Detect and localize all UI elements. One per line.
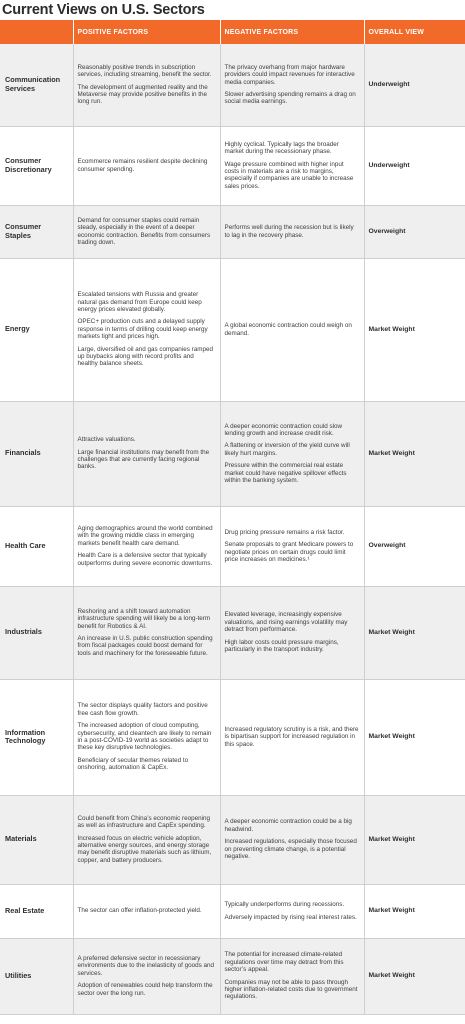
positive-factors-cell — [73, 44, 220, 126]
negative-factor-text: The privacy overhang from major hardware providers could impact revenues for interactive media companies. — [224, 63, 355, 86]
table-row — [0, 258, 465, 401]
negative-factor-text: The potential for increased climate-related regulations over time may detract from this sector’s appeal. — [224, 951, 344, 974]
negative-factor-text: Pressure within the commercial real estate market could have negative spillover effects within the banking system. — [224, 462, 347, 485]
positive-factor-text: Adoption of renewables could help transform the sector over the long run. — [77, 982, 213, 997]
negative-factor-text: A deeper economic contraction could be a big headwind. — [224, 818, 352, 833]
negative-factors-cell — [220, 205, 364, 258]
positive-factors-cell — [73, 401, 220, 506]
negative-factor-text: Elevated leverage, increasingly expensive valuations, and rising earnings volatility may detract from performance. — [224, 611, 348, 634]
header-overall-view: OVERALL VIEW — [364, 20, 465, 44]
overall-view: Market Weight — [364, 679, 465, 795]
positive-factor-text: Aging demographics around the world combined with the growing middle class in emerging markets benefit health care demand. — [77, 524, 213, 547]
positive-factors-cell — [73, 205, 220, 258]
table-row — [0, 506, 465, 586]
table-row — [0, 126, 465, 205]
positive-factors-cell — [73, 506, 220, 586]
positive-factors-cell — [73, 884, 220, 938]
sector-name: Health Care — [0, 506, 73, 586]
table-row — [0, 44, 465, 126]
positive-factor-text: Health Care is a defensive sector that typically outperforms during severe economic downturns. — [77, 552, 213, 567]
sector-name: Utilities — [0, 938, 73, 1014]
negative-factors-cell — [220, 938, 364, 1014]
negative-factor-text: A global economic contraction could weigh on demand. — [224, 322, 352, 337]
overall-view: Market Weight — [364, 795, 465, 884]
table-row — [0, 884, 465, 938]
overall-view: Market Weight — [364, 884, 465, 938]
table-row — [0, 586, 465, 679]
overall-view: Market Weight — [364, 258, 465, 401]
positive-factor-text: Could benefit from China’s economic reopening as well as infrastructure and CapEx spending. — [77, 814, 211, 830]
positive-factors-cell — [73, 795, 220, 884]
positive-factor-text: Escalated tensions with Russia and greater natural gas demand from Europe could keep energy prices elevated globally. — [77, 291, 202, 313]
negative-factors-cell — [220, 795, 364, 884]
overall-view: Market Weight — [364, 938, 465, 1014]
negative-factor-text: Companies may not be able to pass through higher inflation-related costs due to government regulations. — [224, 978, 358, 1001]
header-positive-factors: POSITIVE FACTORS — [73, 20, 220, 44]
positive-factor-text: Demand for consumer staples could remain steady, especially in the event of a deeper economic contraction. Benefits from consumers trading down. — [77, 216, 211, 246]
negative-factor-text: Slower advertising spending remains a drag on social media earnings. — [224, 90, 356, 106]
positive-factor-text: Large financial institutions may benefit from the challenges that are currently facing regional banks. — [77, 448, 210, 471]
overall-view: Underweight — [364, 126, 465, 205]
sector-name: Industrials — [0, 586, 73, 679]
sector-name: Communication Services — [0, 44, 73, 126]
sector-name: Financials — [0, 401, 73, 506]
positive-factor-text: Beneficiary of secular themes related to onshoring, automation & CapEx. — [77, 756, 189, 772]
negative-factor-text: Typically underperforms during recessions. — [224, 901, 345, 909]
negative-factor-text: Increased regulatory scrutiny is a risk, and there is bipartisan support for increased regulation in this space. — [224, 725, 359, 748]
sector-name: Materials — [0, 795, 73, 884]
sector-name: Real Estate — [0, 884, 73, 938]
negative-factors-cell — [220, 258, 364, 401]
overall-view: Underweight — [364, 44, 465, 126]
negative-factor-text: Senate proposals to grant Medicare powers to negotiate prices on certain drugs could limit price increases on medicines.¹ — [224, 541, 354, 563]
negative-factor-text: Adversely impacted by rising real interest rates. — [224, 913, 357, 921]
positive-factor-text: The increased adoption of cloud computing, cybersecurity, and cleantech are likely to remain in a post-COVID-19 world as societies adapt to these key disruptive technologies. — [77, 722, 212, 752]
negative-factors-cell — [220, 506, 364, 586]
table-row — [0, 205, 465, 258]
sector-views-table — [0, 20, 465, 1015]
positive-factor-text: An increase in U.S. public construction spending from fiscal packages could boost demand for tools and machinery for the foreseeable future. — [77, 635, 213, 657]
negative-factor-text: A flattening or inversion of the yield curve will likely hurt margins. — [224, 442, 350, 457]
header-negative-factors: NEGATIVE FACTORS — [220, 20, 364, 44]
negative-factors-cell — [220, 679, 364, 795]
negative-factor-text: Wage pressure combined with higher input costs in materials are a risk to margins, especially if companies are unable to increase sales prices. — [224, 160, 354, 190]
header-sector — [0, 20, 73, 44]
positive-factors-cell — [73, 586, 220, 679]
negative-factors-cell — [220, 44, 364, 126]
table-row — [0, 795, 465, 884]
positive-factor-text: The sector displays quality factors and positive free cash flow growth. — [77, 702, 208, 717]
negative-factor-text: Increased regulations, especially those focused on preventing climate change, is a potential negative. — [224, 838, 357, 861]
positive-factor-text: OPEC+ production cuts and a delayed supply response in terms of drilling could keep energy markets tight and prices high. — [77, 318, 208, 341]
negative-factor-text: Highly cyclical. Typically lags the broader market during the recessionary phase. — [224, 140, 339, 156]
positive-factor-text: The development of augmented reality and the Metaverse may provide positive benefits in the long run. — [77, 83, 208, 106]
positive-factor-text: Attractive valuations. — [77, 436, 136, 444]
negative-factors-cell — [220, 126, 364, 205]
negative-factor-text: Performs well during the recession but is likely to lag in the recovery phase. — [224, 224, 354, 239]
negative-factors-cell — [220, 401, 364, 506]
negative-factor-text: A deeper economic contraction could slow lending growth and increase credit risk. — [224, 422, 343, 437]
table-header-row — [0, 20, 465, 44]
positive-factor-text: A preferred defensive sector in recessionary environments due to the inelasticity of goods and services. — [77, 954, 215, 977]
positive-factor-text: Reasonably positive trends in subscription services, including streaming, benefit the sector. — [77, 63, 212, 79]
positive-factor-text: Reshoring and a shift toward automation infrastructure spending will likely be a long-term benefit for Robotics & AI. — [77, 607, 211, 630]
overall-view: Overweight — [364, 205, 465, 258]
negative-factors-cell — [220, 586, 364, 679]
negative-factors-cell — [220, 884, 364, 938]
sector-name: Energy — [0, 258, 73, 401]
sector-name: Consumer Staples — [0, 205, 73, 258]
positive-factors-cell — [73, 679, 220, 795]
page-title: Current Views on U.S. Sectors — [2, 2, 205, 18]
negative-factor-text: Drug pricing pressure remains a risk factor. — [224, 528, 345, 536]
positive-factors-cell — [73, 258, 220, 401]
positive-factor-text: Increased focus on electric vehicle adoption, alternative energy sources, and energy storage may benefit disruptive materials such as lithium, copper, and battery producers. — [77, 834, 212, 864]
overall-view: Market Weight — [364, 401, 465, 506]
positive-factors-cell — [73, 938, 220, 1014]
table-row — [0, 401, 465, 506]
positive-factor-text: Ecommerce remains resilient despite declining consumer spending. — [77, 158, 208, 173]
negative-factor-text: High labor costs could pressure margins, particularly in the transport industry. — [224, 638, 339, 654]
sector-name: Information Technology — [0, 679, 73, 795]
sector-name: Consumer Discretionary — [0, 126, 73, 205]
table-row — [0, 679, 465, 795]
positive-factor-text: The sector can offer inflation-protected yield. — [77, 907, 202, 915]
overall-view: Market Weight — [364, 586, 465, 679]
positive-factors-cell — [73, 126, 220, 205]
overall-view: Overweight — [364, 506, 465, 586]
table-row — [0, 938, 465, 1014]
positive-factor-text: Large, diversified oil and gas companies ramped up buybacks along with record profits and healthy balance sheets. — [77, 345, 213, 368]
